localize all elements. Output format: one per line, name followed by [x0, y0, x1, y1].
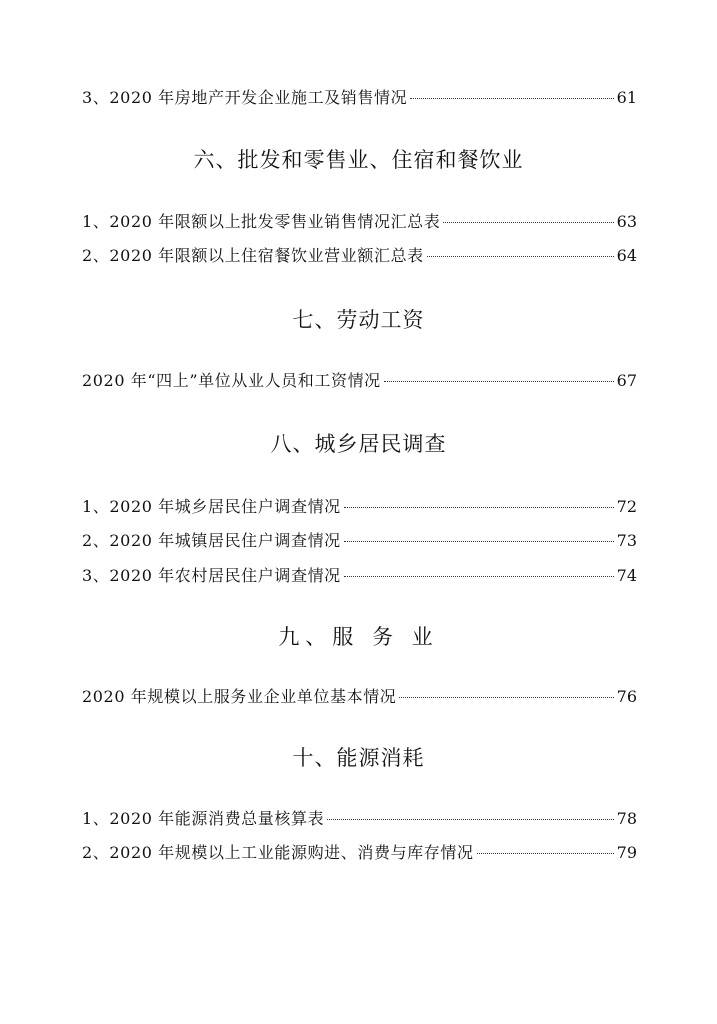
- toc-entry[interactable]: [82, 370, 637, 392]
- toc-entry[interactable]: [82, 496, 637, 518]
- dot-leader: [344, 507, 614, 508]
- toc-entry-label: 3、2020 年农村居民住户调查情况: [82, 566, 341, 585]
- toc-entry[interactable]: [82, 211, 637, 233]
- toc-entry-label: 2020 年规模以上服务业企业单位基本情况: [82, 687, 397, 706]
- dot-leader: [384, 381, 614, 382]
- toc-entry-page: 76: [616, 687, 637, 706]
- dot-leader: [427, 256, 614, 257]
- toc-entry[interactable]: [82, 530, 637, 552]
- dot-leader: [344, 576, 614, 577]
- toc-entry[interactable]: [82, 87, 637, 109]
- toc-entry-label: 3、2020 年房地产开发企业施工及销售情况: [82, 88, 408, 107]
- toc-entry-page: 73: [616, 531, 637, 550]
- toc-entry-label: 2020 年“四上”单位从业人员和工资情况: [82, 371, 381, 390]
- toc-entry-page: 67: [616, 371, 637, 390]
- dot-leader: [443, 222, 613, 223]
- toc-entry-page: 63: [616, 212, 637, 231]
- dot-leader: [344, 541, 614, 542]
- section-heading: 八、城乡居民调查: [270, 432, 447, 456]
- toc-entry-label: 2、2020 年限额以上住宿餐饮业营业额汇总表: [82, 246, 424, 265]
- dot-leader: [327, 819, 613, 820]
- toc-entry[interactable]: [82, 245, 637, 267]
- toc-entry[interactable]: [82, 808, 637, 830]
- toc-entry[interactable]: [82, 565, 637, 587]
- dot-leader: [399, 697, 613, 698]
- section-heading: 十、能源消耗: [292, 746, 425, 770]
- toc-entry-label: 1、2020 年限额以上批发零售业销售情况汇总表: [82, 212, 441, 231]
- toc-entry-page: 64: [616, 246, 637, 265]
- toc-entry-page: 79: [616, 843, 637, 862]
- dot-leader: [477, 853, 614, 854]
- toc-entry-page: 78: [616, 809, 637, 828]
- toc-entry-label: 1、2020 年城乡居民住户调查情况: [82, 497, 341, 516]
- toc-entry[interactable]: [82, 686, 637, 708]
- section-heading: 九、服 务 业: [278, 625, 439, 649]
- toc-entry-page: 74: [616, 566, 637, 585]
- section-heading: 七、劳动工资: [292, 308, 425, 332]
- toc-entry-label: 1、2020 年能源消费总量核算表: [82, 809, 325, 828]
- toc-entry-label: 2、2020 年城镇居民住户调查情况: [82, 531, 341, 550]
- dot-leader: [410, 98, 613, 99]
- toc-entry-page: 61: [616, 88, 637, 107]
- toc-entry[interactable]: [82, 842, 637, 864]
- section-heading: 六、批发和零售业、住宿和餐饮业: [193, 148, 524, 172]
- toc-entry-page: 72: [616, 497, 637, 516]
- toc-entry-label: 2、2020 年规模以上工业能源购进、消费与库存情况: [82, 843, 474, 862]
